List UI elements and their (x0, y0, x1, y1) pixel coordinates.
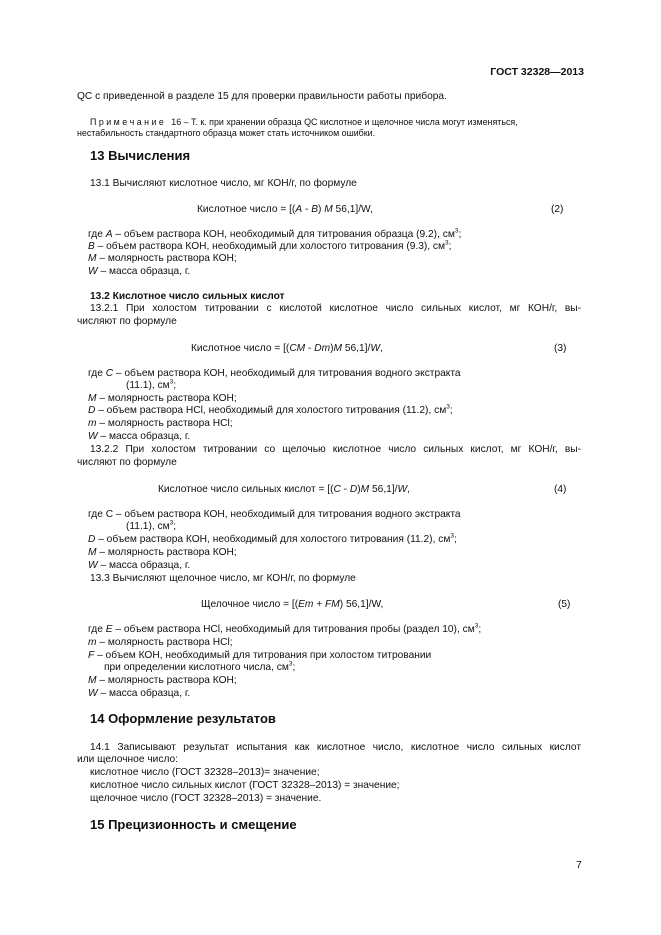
where-text: – масса образца, г. (97, 266, 191, 277)
note-line-2: нестабильность стандартного образца может стать источником ошибки. (77, 128, 376, 138)
formula-4-text: ) (357, 484, 361, 495)
where-5-e (88, 623, 481, 636)
where-4-m (88, 546, 237, 559)
where-text: – молярность раствора HCl; (96, 418, 233, 429)
where-text: – объем раствора КОН, необходимый для холостого титрования (11.2), см (95, 534, 451, 545)
where-text: ; (449, 405, 453, 416)
superscript: 3 (169, 378, 174, 386)
superscript: 3 (288, 660, 293, 668)
where-var: m (88, 418, 97, 429)
where-text: – объем раствора HCl, необходимый для титрования пробы (раздел 10), см (112, 624, 475, 635)
where-text: – молярность раствора КОН; (96, 547, 237, 558)
where-text: (11.1), см (126, 380, 170, 391)
formula-4-var: D (349, 484, 358, 495)
formula-4-var: M (360, 484, 370, 495)
where-text: – объем КОН, необходимый для титрования при холостом титровании (94, 650, 432, 661)
where-var: M (88, 393, 97, 404)
formula-3-number: (3) (554, 343, 567, 354)
where-var: D (88, 405, 96, 416)
para-14-1-a: 14.1 Записывают результат испытания как кислотное число, кислотное число сильных кислот (90, 742, 581, 753)
where-var: D (88, 534, 96, 545)
where-var: M (88, 547, 97, 558)
where-text: – молярность раствора КОН; (96, 253, 237, 264)
standard-header: ГОСТ 32328—2013 (490, 66, 584, 78)
where-5-w (88, 687, 190, 700)
formula-4-var: W (397, 484, 408, 495)
superscript: 3 (454, 227, 459, 235)
section-15-title: 15 Прецизионность и смещение (90, 817, 297, 832)
subsection-13-2-title: 13.2 Кислотное число сильных кислот (90, 291, 285, 302)
intro-line: QC с приведенной в разделе 15 для проверки правильности работы прибора. (77, 91, 447, 102)
where-5-f-cont (104, 661, 295, 674)
formula-5-var: FM (325, 599, 340, 610)
where-text: – молярность раствора HCl; (96, 637, 233, 648)
where-text: при определении кислотного числа, см (104, 662, 289, 673)
formula-5-text: ) 56,1]/W, (339, 599, 384, 610)
formula-3-text: Кислотное число = [( (191, 343, 290, 354)
where-var: m (88, 637, 97, 648)
where-3-w (88, 430, 190, 443)
where-4-c-cont (126, 520, 176, 533)
where-text: ; (478, 624, 482, 635)
formula-3-text: , (379, 343, 383, 354)
where-var: W (88, 688, 98, 699)
where-3-d (88, 404, 453, 417)
where-text: – масса образца, г. (97, 431, 191, 442)
formula-5-number: (5) (558, 599, 571, 610)
formula-4 (158, 483, 410, 496)
formula-5-var: Em (298, 599, 314, 610)
formula-2 (197, 203, 373, 216)
where-var: W (88, 560, 98, 571)
formula-2-text: Кислотное число = [( (197, 204, 296, 215)
note-label: П р и м е ч а н и е (90, 117, 164, 127)
formula-3 (191, 342, 383, 355)
formula-2-var: M (324, 204, 333, 215)
where-text: (11.1), см (126, 521, 170, 532)
para-13-3: 13.3 Вычисляют щелочное число, мг КОН/г, по формуле (90, 573, 356, 584)
formula-5 (201, 598, 383, 611)
where-text: – молярность раствора КОН; (96, 393, 237, 404)
formula-2-var: A (295, 204, 303, 215)
formula-2-text: - (302, 204, 312, 215)
where-text: – объем раствора КОН, необходимый для титрования образца (9.2), см (112, 229, 455, 240)
note-text-1: 16 – Т. к. при хранении образца QC кислотное и щелочное числа могут изменяться, (171, 117, 518, 127)
where-5-lower-m (88, 636, 233, 649)
formula-4-number: (4) (554, 484, 567, 495)
where-text: – масса образца, г. (97, 688, 191, 699)
superscript: 3 (169, 519, 174, 527)
formula-2-text: ) (317, 204, 325, 215)
result-strong-acid-number: кислотное число сильных кислот (ГОСТ 32328–2013) = значение; (90, 780, 400, 791)
para-13-2-1-a: 13.2.1 При холостом титровании с кислотой кислотное число сильных кислот, мг КОН/г, вы- (90, 303, 581, 314)
formula-4-text: , (407, 484, 410, 495)
formula-2-var: B (311, 204, 318, 215)
para-13-2-2-a: 13.2.2 При холостом титровании со щелочью кислотное число сильных кислот, мг КОН/г, вы- (90, 444, 581, 455)
where-text: ; (448, 241, 452, 252)
where-var: C (105, 368, 114, 379)
result-acid-number: кислотное число (ГОСТ 32328–2013)= значение; (90, 767, 320, 778)
where-var: M (88, 253, 97, 264)
where-var: F (88, 650, 95, 661)
superscript: 3 (446, 403, 450, 411)
where-var: M (88, 675, 97, 686)
formula-3-text: ) (330, 343, 334, 354)
where-text: – объем раствора КОН, необходимый дли холостого титрования (9.3), см (94, 241, 446, 252)
formula-3-text: 56,1]/ (341, 343, 371, 354)
where-5-m (88, 674, 237, 687)
formula-3-var: W (370, 343, 380, 354)
where-text: – масса образца, г. (97, 560, 191, 571)
formula-3-var: CM (289, 343, 306, 354)
where-var: W (88, 266, 98, 277)
formula-4-var: C (333, 484, 341, 495)
para-14-1-b: или щелочное число: (77, 754, 178, 765)
where-text: где (88, 624, 106, 635)
where-text: – объем раствора HCl, необходимый для холостого титрования (11.2), см (95, 405, 447, 416)
section-13-title: 13 Вычисления (90, 148, 191, 163)
where-text: где (88, 368, 106, 379)
superscript: 3 (450, 532, 454, 540)
formula-2-number: (2) (551, 204, 564, 215)
where-var: E (105, 624, 113, 635)
formula-5-text: Щелочное число = [( (201, 599, 299, 610)
formula-4-text: - (340, 484, 350, 495)
where-4-c: где С – объем раствора КОН, необходимый для титрования водного экстракта (88, 509, 461, 520)
formula-3-var: M (333, 343, 342, 354)
where-var: B (88, 241, 95, 252)
where-2-w (88, 265, 190, 278)
formula-5-text: + (313, 599, 326, 610)
para-13-2-1-b: числяют по формуле (77, 316, 177, 327)
para-13-2-2-b: числяют по формуле (77, 457, 177, 468)
where-4-d (88, 533, 457, 546)
where-3-c-cont (126, 379, 176, 392)
where-2-m (88, 252, 237, 265)
where-text: ; (458, 229, 462, 240)
result-base-number: щелочное число (ГОСТ 32328–2013) = значение. (90, 793, 322, 804)
where-var: A (105, 229, 113, 240)
formula-3-var: Dm (314, 343, 331, 354)
where-3-lower-m (88, 417, 233, 430)
where-text: ; (173, 380, 177, 391)
formula-4-text: Кислотное число сильных кислот = [( (158, 484, 334, 495)
where-text: ; (292, 662, 296, 673)
where-text: ; (173, 521, 177, 532)
superscript: 3 (474, 622, 479, 630)
where-var: W (88, 431, 98, 442)
para-13-1: 13.1 Вычисляют кислотное число, мг КОН/г, по формуле (90, 178, 357, 189)
formula-2-text: 56,1]/W, (332, 204, 373, 215)
superscript: 3 (445, 239, 449, 247)
where-text: где (88, 229, 106, 240)
where-text: ; (453, 534, 457, 545)
where-text: – молярность раствора КОН; (96, 675, 237, 686)
formula-4-text: 56,1]/ (369, 484, 398, 495)
page-number: 7 (576, 859, 582, 871)
where-4-w (88, 559, 190, 572)
where-text: – объем раствора КОН, необходимый для титрования водного экстракта (113, 368, 461, 379)
section-14-title: 14 Оформление результатов (90, 711, 276, 726)
formula-3-text: - (305, 343, 315, 354)
